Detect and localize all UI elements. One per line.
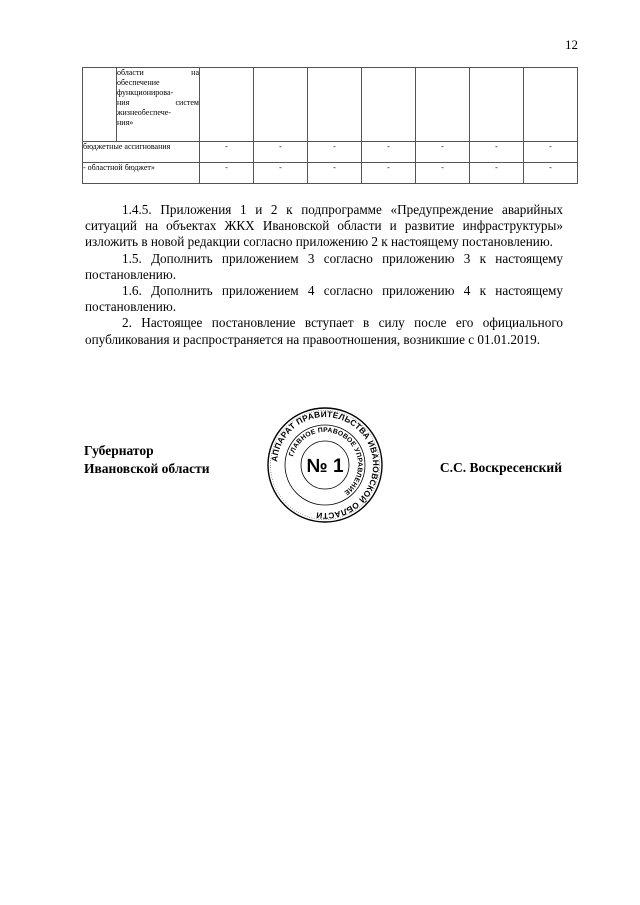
signatory-title bbox=[84, 442, 210, 478]
row-label: - областной бюджет» bbox=[83, 163, 200, 184]
table-row bbox=[83, 142, 578, 163]
table-cell: - bbox=[524, 142, 578, 163]
signatory-title-line: Ивановской области bbox=[84, 461, 210, 476]
table-cell: - bbox=[470, 142, 524, 163]
budget-table bbox=[82, 67, 578, 184]
seal-number: № 1 bbox=[306, 456, 344, 477]
paragraph: 2. Настоящее постановление вступает в силу после его официального опубликования и распространяется на правоотношения, возникшие с 01.01.2019. bbox=[85, 315, 563, 347]
desc-line: области bbox=[117, 68, 144, 77]
signatory-title-line: Губернатор bbox=[84, 443, 154, 458]
table-row bbox=[83, 163, 578, 184]
paragraph: 1.4.5. Приложения 1 и 2 к подпрограмме «Предупреждение аварийных ситуаций на объектах ЖКХ Ивановской области и развитие инфраструктуры» изложить в новой редакции согласно приложению 2 к настоящему постановлению. bbox=[85, 202, 563, 250]
table-cell: - bbox=[308, 142, 362, 163]
table-cell-empty bbox=[524, 68, 578, 142]
table-cell-empty bbox=[254, 68, 308, 142]
desc-line: функционирова- bbox=[117, 88, 174, 97]
row-label: бюджетные ассигнования bbox=[83, 142, 200, 163]
paragraph: 1.5. Дополнить приложением 3 согласно приложению 3 к настоящему постановлению. bbox=[85, 250, 563, 282]
desc-line: ния» bbox=[117, 118, 134, 127]
table-cell-empty bbox=[200, 68, 254, 142]
table-cell-empty bbox=[470, 68, 524, 142]
table-cell: - bbox=[200, 163, 254, 184]
official-seal bbox=[265, 405, 385, 525]
paragraph: 1.6. Дополнить приложением 4 согласно приложению 4 к настоящему постановлению. bbox=[85, 283, 563, 315]
table-cell: - bbox=[362, 163, 416, 184]
table-cell: - bbox=[362, 142, 416, 163]
table-cell-empty bbox=[83, 68, 117, 142]
desc-line: ния bbox=[117, 98, 130, 107]
table-cell: - bbox=[254, 142, 308, 163]
table-cell: - bbox=[308, 163, 362, 184]
desc-line: обеспечение bbox=[117, 78, 160, 87]
table-cell: - bbox=[254, 163, 308, 184]
table-cell: - bbox=[416, 163, 470, 184]
desc-line: жизнеобеспече- bbox=[117, 108, 171, 117]
table-cell: - bbox=[470, 163, 524, 184]
table-cell-empty bbox=[416, 68, 470, 142]
seal-outer-text: АППАРАТ ПРАВИТЕЛЬСТВА ИВАНОВСКОЙ ОБЛАСТИ bbox=[269, 408, 382, 522]
table-cell: - bbox=[416, 142, 470, 163]
table-cell: - bbox=[524, 163, 578, 184]
table-cell-description bbox=[117, 68, 200, 142]
seal-inner-text: ГЛАВНОЕ ПРАВОВОЕ УПРАВЛЕНИЕ bbox=[288, 426, 364, 497]
page-number: 12 bbox=[565, 37, 578, 52]
table-cell: - bbox=[200, 142, 254, 163]
body-text bbox=[85, 202, 563, 348]
table-cell-empty bbox=[308, 68, 362, 142]
table-cell-empty bbox=[362, 68, 416, 142]
desc-line: систем bbox=[175, 98, 199, 107]
table-row bbox=[83, 68, 578, 142]
signatory-name: С.С. Воскресенский bbox=[439, 460, 562, 475]
desc-line: на bbox=[191, 68, 199, 77]
